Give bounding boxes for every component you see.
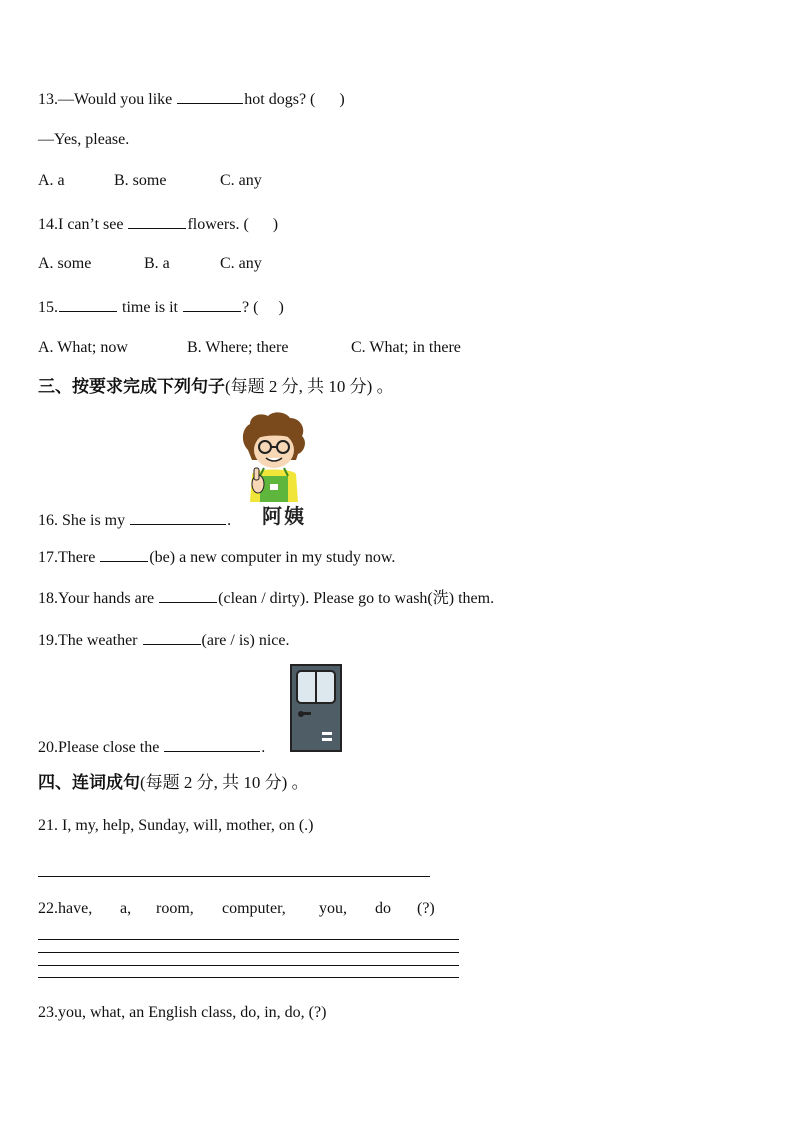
q16-line [38, 509, 231, 531]
q22-answer-line-3[interactable] [38, 965, 459, 966]
q18-line [38, 587, 494, 609]
q14-option-a[interactable]: A. some [38, 255, 92, 272]
q15-option-a[interactable]: A. What; now [38, 339, 128, 356]
q22-answer-line-1[interactable] [38, 939, 459, 940]
auntie-illustration [238, 410, 310, 502]
q16-text-a: 16. She is my [38, 512, 130, 529]
q13-text-b: hot dogs? ( [244, 91, 316, 108]
section-3-score: (每题 2 分, 共 10 分) 。 [225, 377, 394, 396]
q19-text-b: (are / is) nice. [201, 632, 290, 649]
q18-answer-blank[interactable] [159, 587, 217, 603]
section-4-heading [38, 772, 309, 794]
q20-line [38, 736, 265, 758]
q13-text-c: ) [339, 91, 345, 108]
q22-word: do [375, 900, 391, 917]
q14-options [38, 254, 262, 274]
q13-dash: — [58, 91, 74, 108]
q14-text-b: flowers. ( [187, 216, 249, 233]
q20-answer-blank[interactable] [164, 736, 260, 752]
q13-text-a: Would you like [74, 91, 177, 108]
q15-answer-blank-2[interactable] [183, 296, 241, 312]
q22-word: (?) [417, 900, 435, 917]
q14-text-c: ) [272, 216, 279, 233]
q13-option-c[interactable]: C. any [220, 172, 262, 189]
q20-text-a: 20.Please close the [38, 739, 164, 756]
auntie-caption: 阿姨 [262, 504, 306, 528]
q13-line [38, 88, 345, 110]
section-3-title: 三、按要求完成下列句子 [38, 377, 225, 397]
q15-option-c[interactable]: C. What; in there [351, 339, 461, 356]
q16-text-b: . [227, 512, 232, 529]
q22-answer-line-2[interactable] [38, 952, 459, 953]
q17-text-a: 17.There [38, 549, 100, 566]
section-4-title: 四、连词成句 [38, 773, 140, 793]
q14-option-b[interactable]: B. a [144, 255, 170, 272]
q13-reply: —Yes, please. [38, 131, 130, 148]
q22-answer-line-4[interactable] [38, 977, 459, 978]
q22-line [38, 899, 435, 919]
q13-option-a[interactable]: A. a [38, 172, 65, 189]
q15-options [38, 338, 461, 358]
q15-option-b[interactable]: B. Where; there [187, 339, 289, 356]
door-illustration [290, 664, 342, 752]
q14-line [38, 213, 278, 235]
q15-text-c: ? ( [242, 299, 259, 316]
q13-number: 13. [38, 91, 58, 108]
q13-options [38, 171, 262, 191]
q18-text-b: (clean / dirty). Please go to wash(洗) them. [218, 590, 495, 607]
q22-word: a, [120, 900, 132, 917]
section-3-heading [38, 376, 394, 398]
q15-text-b: time is it [118, 299, 182, 316]
q19-line [38, 629, 289, 651]
q14-option-c[interactable]: C. any [220, 255, 262, 272]
q17-answer-blank[interactable] [100, 546, 148, 562]
q19-answer-blank[interactable] [143, 629, 201, 645]
q15-text-a: 15. [38, 299, 58, 316]
q23-line: 23.you, what, an English class, do, in, do, (?) [38, 1004, 327, 1021]
q22-word: computer, [222, 900, 286, 917]
q17-line [38, 546, 395, 568]
q16-answer-blank[interactable] [130, 509, 226, 525]
q15-line [38, 296, 284, 318]
q18-text-a: 18.Your hands are [38, 590, 159, 607]
q15-text-d: ) [278, 299, 284, 316]
q14-text-a: 14.I can’t see [38, 216, 128, 233]
q13-option-b[interactable]: B. some [114, 172, 167, 189]
q20-text-b: . [261, 739, 266, 756]
section-4-score: (每题 2 分, 共 10 分) 。 [140, 773, 309, 792]
q21-answer-line[interactable] [38, 876, 430, 877]
q14-answer-blank[interactable] [128, 213, 186, 229]
q22-word: have, [58, 900, 93, 917]
q13-answer-blank[interactable] [177, 88, 243, 104]
q22-number: 22. [38, 900, 58, 917]
q15-answer-blank-1[interactable] [59, 296, 117, 312]
q17-text-b: (be) a new computer in my study now. [149, 549, 396, 566]
q22-word: you, [319, 900, 347, 917]
q22-word: room, [156, 900, 194, 917]
q21-line: 21. I, my, help, Sunday, will, mother, on (.) [38, 817, 314, 834]
q19-text-a: 19.The weather [38, 632, 142, 649]
